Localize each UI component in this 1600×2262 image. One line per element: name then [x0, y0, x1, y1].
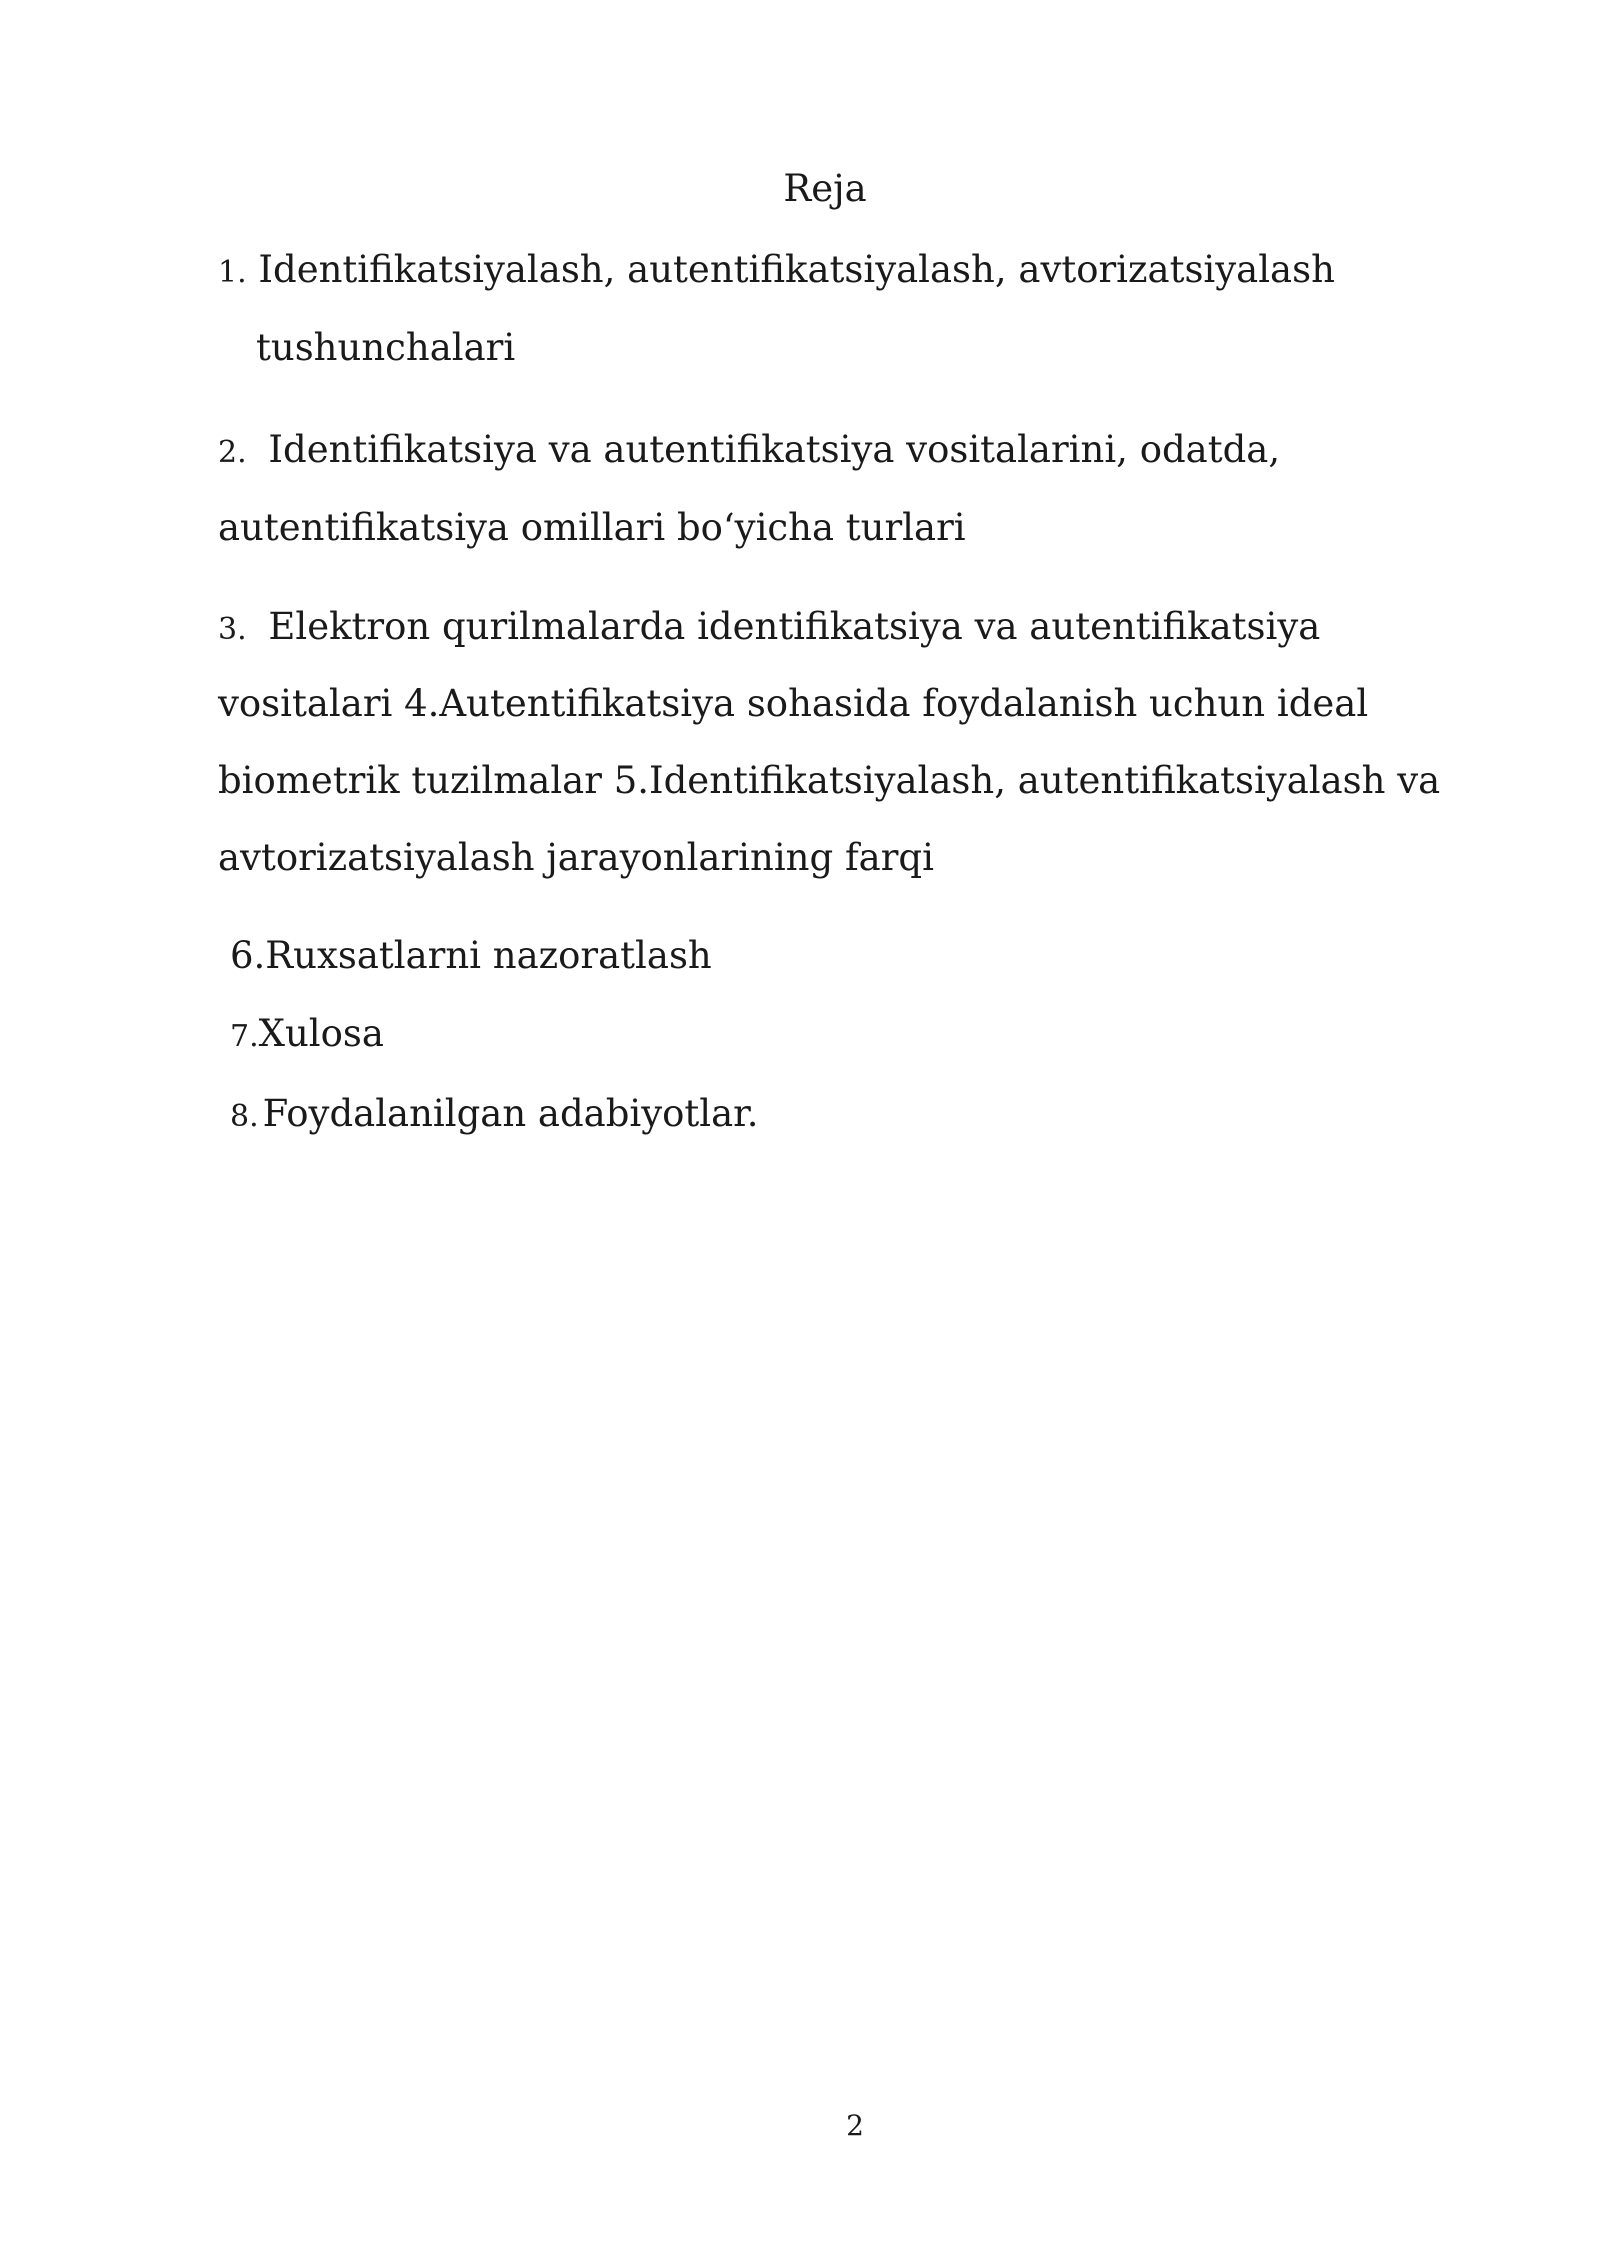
list-item-7-text: Xulosa: [258, 1012, 384, 1055]
page-number: 2: [846, 2109, 864, 2142]
list-item-1-number: 1.: [218, 255, 247, 290]
list-item-7-number: 7.: [230, 1019, 259, 1054]
page-title: Reja: [783, 167, 867, 210]
list-item-7: [230, 1010, 384, 1061]
list-item-3-number: 3.: [218, 612, 247, 647]
list-item-1-line-1: [218, 246, 1335, 297]
list-item-3-text: Elektron qurilmalarda identifikatsiya va autentifikatsiya: [268, 605, 1321, 648]
list-item-3-line-4: avtorizatsiyalash jarayonlarining farqi: [218, 836, 934, 879]
list-item-6: 6.Ruxsatlarni nazoratlash: [230, 934, 712, 977]
list-item-2-line-2: autentifikatsiya omillari bo‘yicha turlari: [218, 506, 966, 549]
list-item-1-line-2: tushunchalari: [256, 326, 516, 369]
list-item-3-line-3: biometrik tuzilmalar 5.Identifikatsiyalash, autentifikatsiyalash va: [218, 759, 1441, 802]
list-item-8-text: Foydalanilgan adabiyotlar.: [262, 1092, 759, 1135]
list-item-3-line-1: [218, 603, 1320, 654]
list-item-2-text: Identifikatsiya va autentifikatsiya vositalarini, odatda,: [268, 428, 1281, 471]
list-item-2-line-1: [218, 426, 1280, 477]
list-item-8-number: 8.: [230, 1099, 259, 1134]
list-item-2-number: 2.: [218, 435, 247, 470]
list-item-1-text: Identifikatsiyalash, autentifikatsiyalash, avtorizatsiyalash: [258, 248, 1335, 291]
list-item-3-line-2: vositalari 4.Autentifikatsiya sohasida foydalanish uchun ideal: [218, 682, 1369, 725]
list-item-8: [230, 1090, 759, 1141]
